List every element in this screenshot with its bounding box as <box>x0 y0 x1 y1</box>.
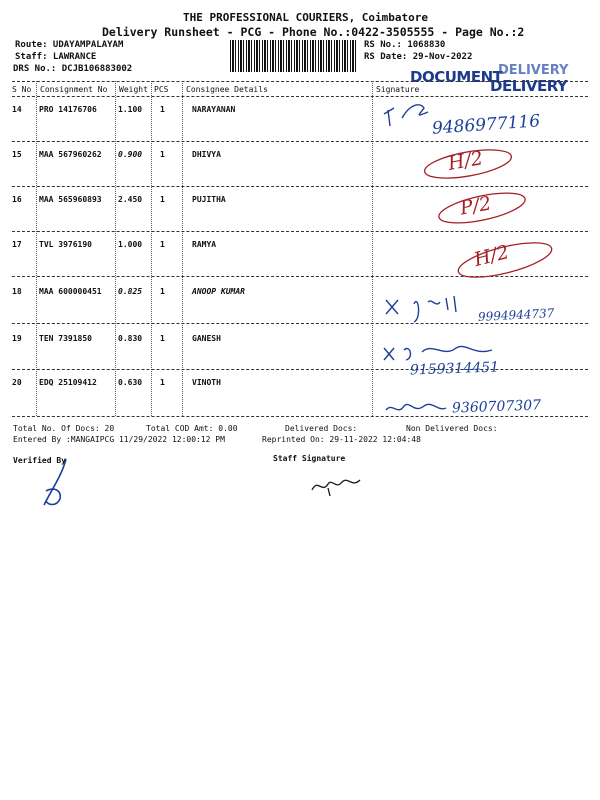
col-header-consignment: Consignment No <box>40 85 108 94</box>
col-divider <box>115 81 116 416</box>
row-20-sno: 20 <box>12 378 22 387</box>
row-14-sno: 14 <box>12 105 22 114</box>
row-18-pcs: 1 <box>160 287 165 296</box>
row-divider <box>12 186 588 187</box>
row-17-signature-loop <box>450 240 560 280</box>
row-18-signature-phone: 9994944737 <box>477 306 555 324</box>
row-18-consignee: ANOOP KUMAR <box>192 287 245 296</box>
table-header-rule <box>12 96 588 97</box>
company-title: THE PROFESSIONAL COURIERS, Coimbatore <box>183 11 429 24</box>
row-18-sno: 18 <box>12 287 22 296</box>
row-19-weight: 0.830 <box>118 334 143 343</box>
row-18-consignment: MAA 600000451 <box>39 287 102 296</box>
row-16-signature: P/2 <box>458 192 493 220</box>
row-15-consignee: DHIVYA <box>192 150 221 159</box>
row-14-weight: 1.100 <box>118 105 143 114</box>
row-divider <box>12 141 588 142</box>
row-19-consignment: TEN 7391850 <box>39 334 92 343</box>
delivery-stamp: DELIVERY <box>490 77 568 95</box>
verified-signature <box>38 455 78 515</box>
row-15-weight: 0.900 <box>118 150 143 159</box>
col-header-consignee: Consignee Details <box>186 85 268 94</box>
runsheet-subtitle: Delivery Runsheet - PCG - Phone No.:0422-3505555 - Page No.:2 <box>102 25 525 39</box>
col-header-sno: S No <box>12 85 32 94</box>
total-docs: Total No. Of Docs: 20 <box>13 424 115 433</box>
rs-number: RS No.: 1068830 <box>364 40 446 50</box>
delivered-docs: Delivered Docs: <box>285 424 358 433</box>
row-20-signature-phone: 9360707307 <box>451 397 542 417</box>
reprinted-on: Reprinted On: 29-11-2022 12:04:48 <box>262 435 421 444</box>
row-17-weight: 1.000 <box>118 240 143 249</box>
verified-by-label: Verified By <box>13 456 66 465</box>
row-20-consignment: EDQ 25109412 <box>39 378 97 387</box>
staff-label: Staff: LAWRANCE <box>15 52 97 62</box>
row-16-pcs: 1 <box>160 195 165 204</box>
barcode <box>230 40 358 72</box>
total-cod: Total COD Amt: 0.00 <box>146 424 238 433</box>
col-divider <box>151 81 152 416</box>
table-top-rule <box>12 81 588 82</box>
row-14-consignee: NARAYANAN <box>192 105 236 114</box>
delivery-stamp-faint: DELIVERY <box>498 63 569 78</box>
non-delivered-docs: Non Delivered Docs: <box>406 424 498 433</box>
col-header-weight: Weight <box>119 85 148 94</box>
row-18-scribble <box>384 288 484 328</box>
row-15-consignment: MAA 567960262 <box>39 150 102 159</box>
document-stamp: DOCUMENT <box>410 68 503 86</box>
table-bottom-rule <box>12 416 588 417</box>
row-15-pcs: 1 <box>160 150 165 159</box>
row-14-consignment: PRO 14176706 <box>39 105 97 114</box>
row-19-pcs: 1 <box>160 334 165 343</box>
row-17-consignment: TVL 3976190 <box>39 240 92 249</box>
col-divider <box>36 81 37 416</box>
row-19-consignee: GANESH <box>192 334 221 343</box>
row-17-signature: H/2 <box>471 241 512 271</box>
row-17-sno: 17 <box>12 240 22 249</box>
row-divider <box>12 369 588 370</box>
row-15-signature: H/2 <box>446 147 485 175</box>
row-18-weight: 0.825 <box>118 287 143 296</box>
row-16-signature-loop <box>432 190 532 230</box>
row-14-pcs: 1 <box>160 105 165 114</box>
staff-signature <box>308 470 368 500</box>
row-16-sno: 16 <box>12 195 22 204</box>
entered-by: Entered By :MANGAIPCG 11/29/2022 12:00:12 PM <box>13 435 225 444</box>
col-divider <box>372 81 373 416</box>
row-17-consignee: RAMYA <box>192 240 217 249</box>
row-20-consignee: VINOTH <box>192 378 221 387</box>
rs-date: RS Date: 29-Nov-2022 <box>364 52 473 62</box>
staff-signature-label: Staff Signature <box>273 454 346 463</box>
col-divider <box>182 81 183 416</box>
row-19-sno: 19 <box>12 334 22 343</box>
row-14-scribble <box>380 96 440 136</box>
row-14-signature-phone: 9486977116 <box>431 111 541 139</box>
col-header-signature: Signature <box>376 85 420 94</box>
row-16-weight: 2.450 <box>118 195 143 204</box>
drs-number: DRS No.: DCJB106883002 <box>13 64 133 74</box>
route-label: Route: UDAYAMPALAYAM <box>15 40 124 50</box>
row-divider <box>12 231 588 232</box>
row-17-pcs: 1 <box>160 240 165 249</box>
row-15-sno: 15 <box>12 150 22 159</box>
row-19-signature-phone: 9159314451 <box>409 359 500 379</box>
row-16-consignee: PUJITHA <box>192 195 226 204</box>
row-15-signature-loop <box>418 146 518 186</box>
row-20-weight: 0.630 <box>118 378 143 387</box>
row-16-consignment: MAA 565960893 <box>39 195 102 204</box>
col-header-pcs: PCS <box>154 85 169 94</box>
row-20-pcs: 1 <box>160 378 165 387</box>
row-divider <box>12 323 588 324</box>
